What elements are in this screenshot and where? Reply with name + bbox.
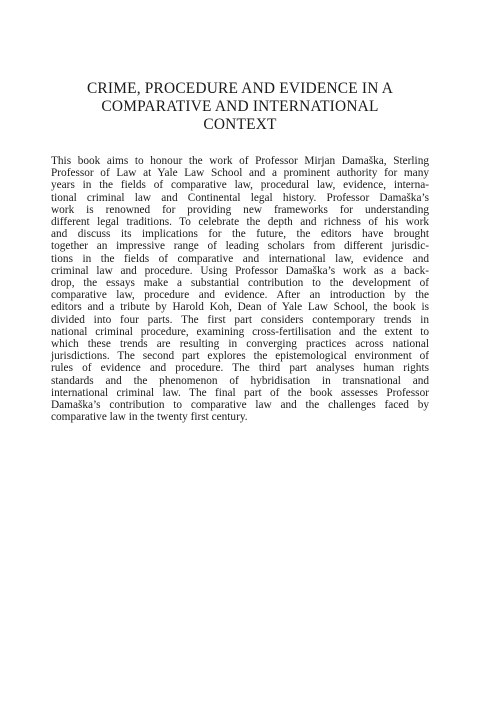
description-line: work is renowned for providing new frameworks for understanding — [51, 203, 429, 216]
description-line: criminal law and procedure. Using Professor Damaška’s work as a back- — [51, 264, 429, 277]
description-line: Damaška’s contribution to comparative law and the challenges faced by — [51, 399, 429, 412]
description-line: Professor of Law at Yale Law School and a prominent authority for many — [51, 167, 429, 180]
book-title-line: COMPARATIVE AND INTERNATIONAL — [101, 98, 379, 115]
book-title — [40, 80, 440, 134]
description-line: divided into four parts. The first part considers contemporary trends in — [51, 313, 429, 326]
description-line: This book aims to honour the work of Professor Mirjan Damaška, Sterling — [51, 155, 429, 167]
description-line: tions in the fields of comparative and international law, evidence and — [51, 252, 429, 265]
description-line: comparative law, procedure and evidence. After an introduction by the — [51, 289, 429, 302]
description-line: which these trends are resulting in converging practices across national — [51, 338, 429, 351]
description-line: jurisdictions. The second part explores the epistemological environment of — [51, 350, 429, 363]
description-line: rules of evidence and procedure. The third part analyses human rights — [51, 362, 429, 375]
description-line: national criminal procedure, examining cross-fertilisation and the extent to — [51, 325, 429, 338]
description-line: comparative law in the twenty first century. — [51, 411, 248, 424]
description-line: different legal traditions. To celebrate the depth and richness of his work — [51, 216, 429, 229]
description-line: tional criminal law and Continental legal history. Professor Damaška’s — [51, 191, 429, 204]
description-line: and discuss its implications for the future, the editors have brought — [51, 228, 429, 241]
description-line: years in the fields of comparative law, procedural law, evidence, interna- — [51, 179, 429, 192]
description-line: together an impressive range of leading scholars from different jurisdic- — [51, 240, 429, 253]
book-title-line: CONTEXT — [203, 116, 277, 133]
book-title-line: CRIME, PROCEDURE AND EVIDENCE IN A — [86, 80, 394, 97]
description-line: standards and the phenomenon of hybridisation in transnational and — [51, 374, 429, 387]
description-line: international criminal law. The final part of the book assesses Professor — [51, 386, 429, 399]
description-line: editors and a tribute by Harold Koh, Dean of Yale Law School, the book is — [51, 301, 429, 314]
description-line: drop, the essays make a substantial contribution to the development of — [51, 277, 429, 290]
book-description — [51, 155, 429, 423]
